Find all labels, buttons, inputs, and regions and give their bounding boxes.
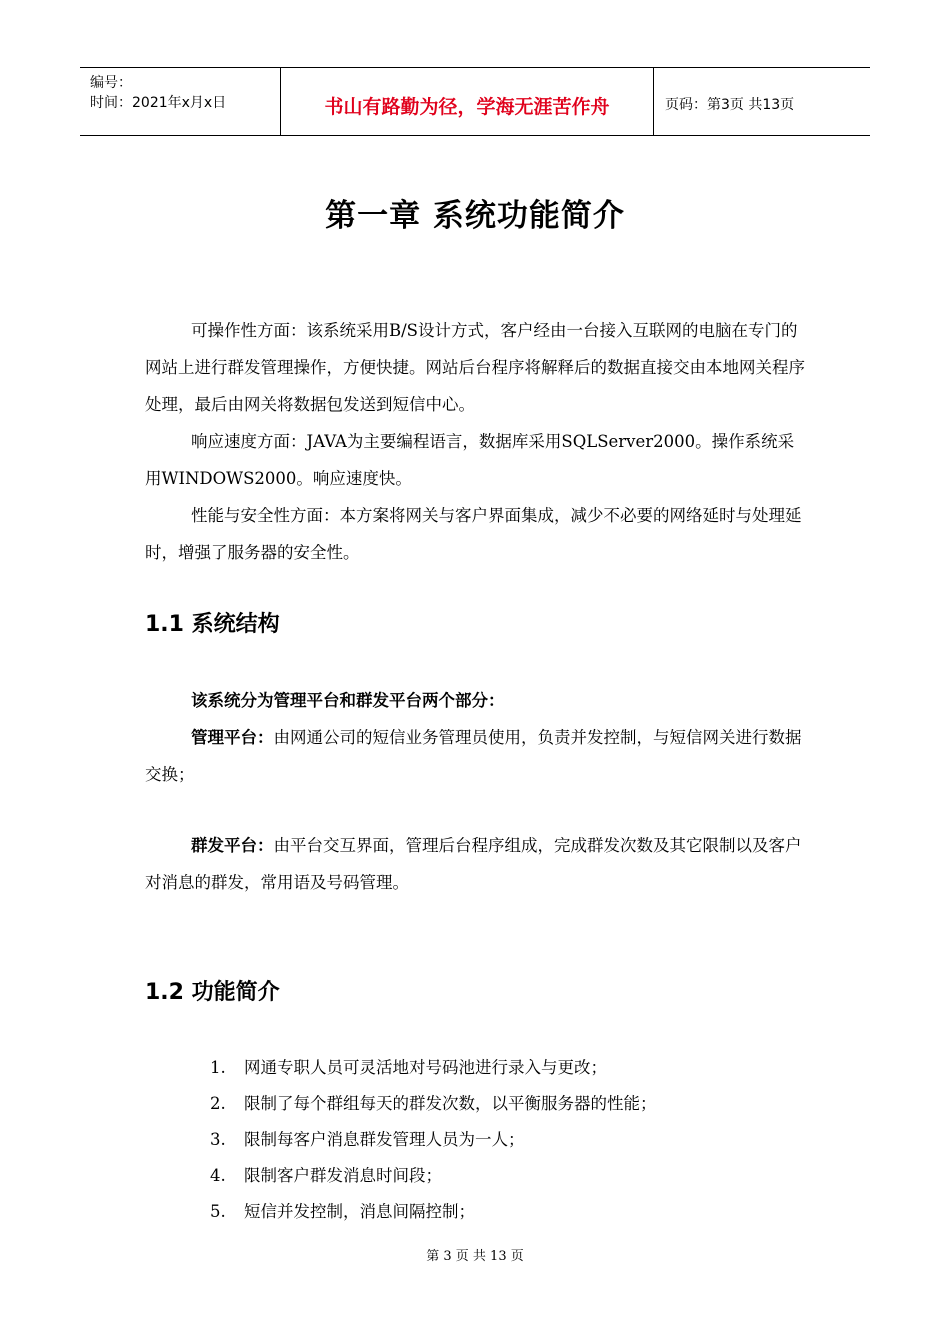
bulk-term: 群发平台： xyxy=(191,836,274,855)
chapter-title: 第一章 系统功能简介 xyxy=(325,198,625,234)
list-text: 网通专职人员可灵活地对号码池进行录入与更改； xyxy=(244,1058,607,1077)
time-label: 时间：2021年x月x日 xyxy=(90,95,227,111)
intro-paragraph: 响应速度方面：JAVA为主要编程语言，数据库采用SQLServer2000。操作系统采用WINDOWS2000。响应速度快。 xyxy=(145,432,795,488)
list-text: 短信并发控制，消息间隔控制； xyxy=(244,1202,475,1221)
section-lead-text: 该系统分为管理平台和群发平台两个部分： xyxy=(191,691,505,710)
list-number: 5. xyxy=(210,1202,226,1221)
mgmt-platform-paragraph xyxy=(145,719,805,793)
list-text: 限制每客户消息群发管理人员为一人； xyxy=(244,1130,525,1149)
section-heading: 1.1 系统结构 xyxy=(145,612,280,637)
bulk-platform-paragraph xyxy=(145,827,805,901)
section-lead xyxy=(145,682,805,719)
section-heading: 1.2 功能简介 xyxy=(145,980,280,1005)
intro-paragraph: 性能与安全性方面：本方案将网关与客户界面集成，减少不必要的网络延时与处理延时，增强了服务器的安全性。 xyxy=(145,506,802,562)
feature-list xyxy=(210,1050,657,1230)
list-item xyxy=(210,1050,657,1086)
list-number: 3. xyxy=(210,1130,226,1149)
list-item xyxy=(210,1158,657,1194)
header-table xyxy=(80,67,870,136)
bulk-text: 由平台交互界面，管理后台程序组成，完成群发次数及其它限制以及客户对消息的群发，常用语及号码管理。 xyxy=(145,836,802,892)
page-footer: 第 3 页 共 13 页 xyxy=(426,1249,524,1264)
list-number: 2. xyxy=(210,1094,226,1113)
list-item xyxy=(210,1122,657,1158)
list-text: 限制了每个群组每天的群发次数，以平衡服务器的性能； xyxy=(244,1094,657,1113)
list-number: 4. xyxy=(210,1166,226,1185)
list-item xyxy=(210,1086,657,1122)
list-number: 1. xyxy=(210,1058,226,1077)
header-info-cell xyxy=(80,68,281,135)
intro-paragraph: 可操作性方面：该系统采用B/S设计方式，客户经由一台接入互联网的电脑在专门的网站上进行群发管理操作，方便快捷。网站后台程序将解释后的数据直接交由本地网关程序处理，最后由网关将数据包发送到短信中心。 xyxy=(145,321,805,414)
header-motto-cell xyxy=(281,68,654,135)
list-item xyxy=(210,1194,657,1230)
motto: 书山有路勤为径，学海无涯苦作舟 xyxy=(324,96,610,118)
mgmt-term: 管理平台： xyxy=(191,728,274,747)
mgmt-text: 由网通公司的短信业务管理员使用，负责并发控制，与短信网关进行数据交换； xyxy=(145,728,802,784)
number-label: 编号： xyxy=(90,75,132,91)
list-text: 限制客户群发消息时间段； xyxy=(244,1166,442,1185)
page-label: 页码：第3页 共13页 xyxy=(665,97,795,113)
